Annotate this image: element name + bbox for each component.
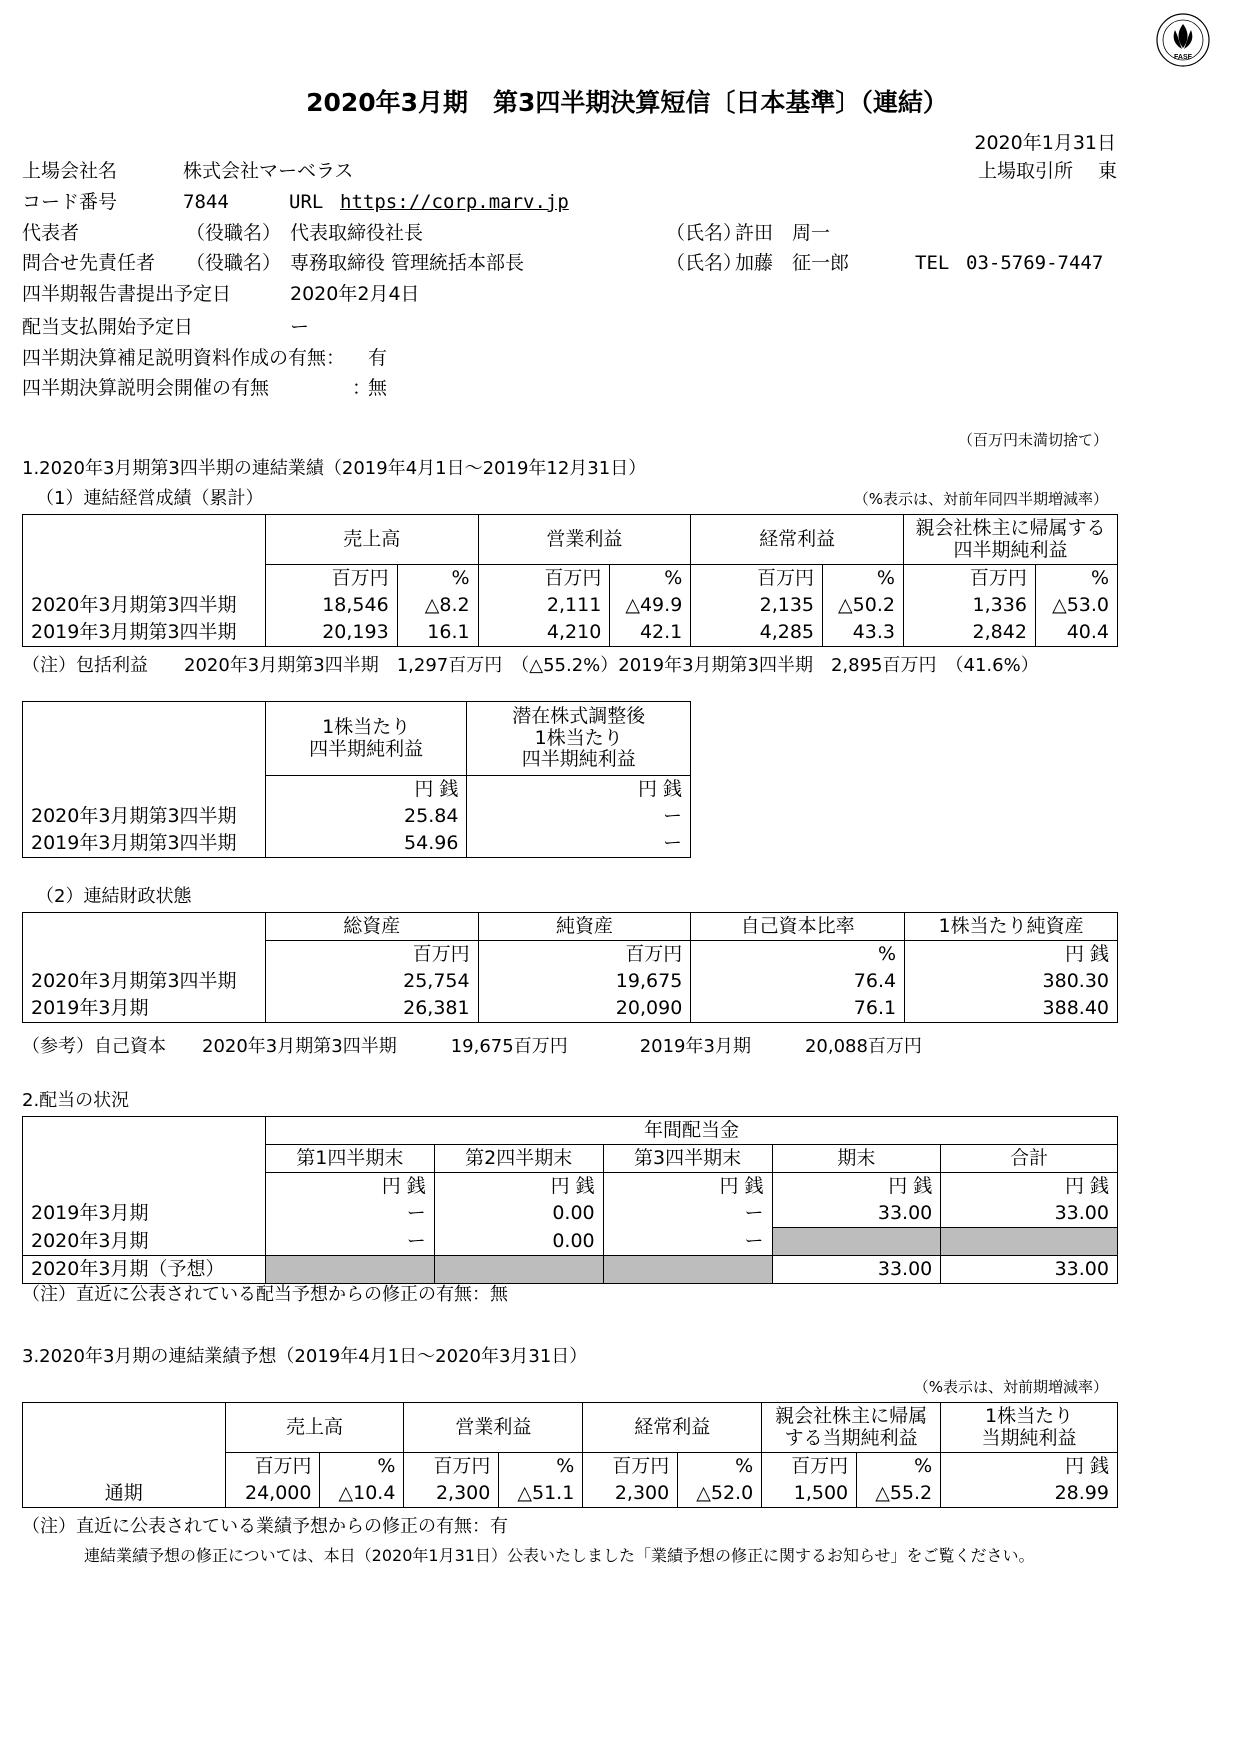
results-cell: 42.1 — [610, 619, 691, 647]
position-col: 総資産 — [265, 913, 478, 941]
forecast-col: 売上高 — [225, 1403, 404, 1453]
results-col-ordinary: 経常利益 — [691, 515, 904, 565]
position-col: 自己資本比率 — [691, 913, 905, 941]
results-unit-pct: % — [1035, 565, 1117, 593]
document-title: 2020年3月期 第3四半期決算短信〔日本基準〕（連結） — [306, 88, 948, 117]
position-row-label: 2020年3月期第3四半期 — [23, 968, 266, 995]
report-date-value: 2020年2月4日 — [290, 283, 420, 305]
eps-col-basic-line2: 四半期純利益 — [309, 737, 424, 760]
eps-col-basic — [265, 702, 467, 776]
forecast-unit: % — [857, 1453, 941, 1481]
forecast-unit: 百万円 — [225, 1453, 320, 1481]
forecast-revision-note: 連結業績予想の修正については、本日（2020年1月31日）公表いたしました「業績予想の修正に関するお知らせ」をご覧ください。 — [84, 1546, 1035, 1565]
dividend-cell-gray — [603, 1256, 772, 1284]
forecast-cell: 28.99 — [941, 1480, 1118, 1508]
dividend-col: 第1四半期末 — [265, 1145, 434, 1173]
results-cell: 2,111 — [478, 592, 610, 619]
forecast-row-label: 通期 — [23, 1480, 226, 1508]
dividend-row-label: 2019年3月期 — [23, 1200, 266, 1228]
dividend-cell: ー — [265, 1200, 434, 1228]
rep-title-label: （役職名） — [186, 222, 282, 244]
eps-row-label: 2020年3月期第3四半期 — [23, 803, 266, 830]
position-cell: 380.30 — [905, 968, 1118, 995]
eps-cell: ー — [467, 803, 691, 830]
equity-reference-note: （参考）自己資本 2020年3月期第3四半期 19,675百万円 2019年3月期 20,088百万円 — [22, 1036, 922, 1057]
dividend-cell: ー — [603, 1200, 772, 1228]
logo-text: FASF — [1174, 54, 1192, 61]
rep-label: 代表者 — [22, 222, 80, 244]
results-unit-million: 百万円 — [265, 565, 397, 593]
supplementary-value: 有 — [368, 347, 388, 369]
forecast-unit-blank — [23, 1453, 226, 1481]
results-cell: 16.1 — [397, 619, 478, 647]
forecast-unit: 百万円 — [762, 1453, 857, 1481]
dividend-note: （注）直近に公表されている配当予想からの修正の有無：無 — [22, 1284, 508, 1305]
report-date: 2020年1月31日 — [974, 132, 1116, 154]
dividend-unit: 円 銭 — [265, 1173, 434, 1201]
rep-name: 許田 周一 — [735, 222, 831, 244]
position-unit: 百万円 — [265, 941, 478, 969]
forecast-table — [22, 1402, 1118, 1508]
contact-label: 問合せ先責任者 — [22, 252, 156, 274]
company-name: 株式会社マーベラス — [183, 160, 354, 182]
dividend-col: 期末 — [772, 1145, 941, 1173]
position-cell: 76.1 — [691, 995, 905, 1023]
dividend-date-label: 配当支払開始予定日 — [22, 316, 194, 338]
dividend-col: 合計 — [941, 1145, 1118, 1173]
eps-unit: 円 銭 — [467, 776, 691, 804]
position-unit: 円 銭 — [905, 941, 1118, 969]
results-unit-pct: % — [397, 565, 478, 593]
meeting-label: 四半期決算説明会開催の有無 — [22, 377, 270, 399]
results-col-net — [903, 515, 1117, 565]
code-value: 7844 — [183, 191, 229, 213]
forecast-col: 営業利益 — [404, 1403, 583, 1453]
position-unit: % — [691, 941, 905, 969]
dividend-cell: 0.00 — [434, 1228, 603, 1256]
results-unit-million: 百万円 — [903, 565, 1035, 593]
results-col-net-line2: 四半期純利益 — [953, 538, 1068, 561]
report-date-label: 四半期報告書提出予定日 — [22, 283, 232, 305]
contact-name: 加藤 征一郎 — [735, 252, 850, 274]
exchange-value: 東 — [1098, 160, 1118, 182]
results-col-operating: 営業利益 — [478, 515, 691, 565]
results-col-sales: 売上高 — [265, 515, 478, 565]
section1-pct-note: （%表示は、対前年同四半期増減率） — [853, 490, 1108, 508]
eps-col-basic-line1: 1株当たり — [322, 715, 411, 738]
results-col-net-line1: 親会社株主に帰属する — [915, 516, 1106, 539]
dividend-unit-blank — [23, 1173, 266, 1201]
results-corner — [23, 515, 266, 565]
results-cell: △53.0 — [1035, 592, 1117, 619]
results-cell: △49.9 — [610, 592, 691, 619]
position-cell: 25,754 — [265, 968, 478, 995]
section2-title: 2.配当の状況 — [22, 1090, 130, 1111]
dividend-unit: 円 銭 — [941, 1173, 1118, 1201]
position-cell: 26,381 — [265, 995, 478, 1023]
results-unit-million: 百万円 — [478, 565, 610, 593]
results-cell: 43.3 — [823, 619, 904, 647]
results-cell: 18,546 — [265, 592, 397, 619]
forecast-col-net-line2: する当期純利益 — [784, 1426, 918, 1449]
dividend-corner-2 — [23, 1145, 266, 1173]
eps-col-diluted-line1: 潜在株式調整後 — [512, 704, 646, 727]
dividend-cell-gray — [941, 1228, 1118, 1256]
dividend-row-label: 2020年3月期（予想） — [23, 1256, 266, 1284]
forecast-col-eps-line2: 当期純利益 — [981, 1426, 1077, 1449]
section1-sub1: （1）連結経営成績（累計） — [36, 488, 264, 509]
rep-name-label: （氏名） — [666, 222, 743, 244]
contact-title-label: （役職名） — [186, 252, 282, 274]
position-cell: 388.40 — [905, 995, 1118, 1023]
dividend-col: 第2四半期末 — [434, 1145, 603, 1173]
dividend-col: 第3四半期末 — [603, 1145, 772, 1173]
forecast-cell: 24,000 — [225, 1480, 320, 1508]
forecast-cell: 2,300 — [583, 1480, 678, 1508]
position-corner — [23, 913, 266, 941]
dividend-cell-gray — [434, 1256, 603, 1284]
eps-cell: 25.84 — [265, 803, 467, 830]
rounding-note: （百万円未満切捨て） — [957, 431, 1108, 449]
dividend-unit: 円 銭 — [434, 1173, 603, 1201]
dividend-cell: 33.00 — [772, 1200, 941, 1228]
dividend-row-label: 2020年3月期 — [23, 1228, 266, 1256]
results-row-label: 2019年3月期第3四半期 — [23, 619, 266, 647]
meeting-value: 無 — [368, 377, 388, 399]
code-label: コード番号 — [22, 191, 118, 213]
dividend-cell: 33.00 — [772, 1256, 941, 1284]
eps-col-diluted-line2: 1株当たり — [534, 726, 623, 749]
contact-title: 専務取締役 管理統括本部長 — [290, 252, 525, 274]
forecast-unit: 円 銭 — [941, 1453, 1118, 1481]
rep-title: 代表取締役社長 — [290, 222, 424, 244]
dividend-date-value: ー — [290, 316, 310, 338]
forecast-unit: % — [678, 1453, 762, 1481]
eps-unit: 円 銭 — [265, 776, 467, 804]
forecast-corner — [23, 1403, 226, 1453]
section3-pct-note: （%表示は、対前期増減率） — [913, 1378, 1108, 1396]
forecast-cell: 2,300 — [404, 1480, 499, 1508]
forecast-unit: 百万円 — [404, 1453, 499, 1481]
dividend-cell: 0.00 — [434, 1200, 603, 1228]
position-col: 純資産 — [478, 913, 691, 941]
results-cell: △8.2 — [397, 592, 478, 619]
results-cell: 1,336 — [903, 592, 1035, 619]
dividend-cell: ー — [603, 1228, 772, 1256]
eps-row-label: 2019年3月期第3四半期 — [23, 830, 266, 858]
results-cell: 2,842 — [903, 619, 1035, 647]
forecast-col-net-line1: 親会社株主に帰属 — [775, 1404, 928, 1427]
results-row-label: 2020年3月期第3四半期 — [23, 592, 266, 619]
results-cell: 20,193 — [265, 619, 397, 647]
exchange-label: 上場取引所 — [978, 160, 1074, 182]
position-unit-blank — [23, 941, 266, 969]
tel-label: TEL — [915, 252, 950, 274]
results-cell: 2,135 — [691, 592, 823, 619]
financial-position-table — [22, 912, 1118, 1023]
meeting-colon: ： — [352, 377, 372, 399]
tel-value: 03-5769-7447 — [966, 252, 1104, 274]
forecast-col-eps — [941, 1403, 1118, 1453]
company-label: 上場会社名 — [22, 160, 118, 182]
results-unit-blank — [23, 565, 266, 593]
comprehensive-income-note: （注）包括利益 2020年3月期第3四半期 1,297百万円 （△55.2%）2019年3月期第3四半期 2,895百万円 （41.6%） — [22, 655, 1039, 676]
fasf-logo — [1155, 12, 1211, 68]
section3-title: 3.2020年3月期の連結業績予想（2019年4月1日～2020年3月31日） — [22, 1346, 588, 1367]
eps-corner — [23, 702, 266, 776]
forecast-cell: △55.2 — [857, 1480, 941, 1508]
forecast-unit: % — [499, 1453, 583, 1481]
eps-cell: ー — [467, 830, 691, 858]
url-label: URL — [289, 191, 324, 213]
forecast-col: 経常利益 — [583, 1403, 762, 1453]
dividend-corner — [23, 1117, 266, 1145]
dividend-cell: ー — [265, 1228, 434, 1256]
contact-name-label: （氏名） — [666, 252, 743, 274]
company-url-link[interactable]: https://corp.marv.jp — [340, 191, 569, 213]
forecast-note: （注）直近に公表されている業績予想からの修正の有無：有 — [22, 1516, 508, 1537]
eps-cell: 54.96 — [265, 830, 467, 858]
position-unit: 百万円 — [478, 941, 691, 969]
results-unit-pct: % — [823, 565, 904, 593]
dividend-table — [22, 1116, 1118, 1284]
dividend-annual-label: 年間配当金 — [265, 1117, 1117, 1145]
dividend-cell: 33.00 — [941, 1256, 1118, 1284]
forecast-unit: % — [320, 1453, 404, 1481]
forecast-col-eps-line1: 1株当たり — [985, 1404, 1074, 1427]
dividend-cell-gray — [265, 1256, 434, 1284]
forecast-cell: 1,500 — [762, 1480, 857, 1508]
dividend-unit: 円 銭 — [603, 1173, 772, 1201]
section1-sub2: （2）連結財政状態 — [36, 886, 192, 907]
results-unit-million: 百万円 — [691, 565, 823, 593]
results-cell: 4,285 — [691, 619, 823, 647]
position-row-label: 2019年3月期 — [23, 995, 266, 1023]
eps-col-diluted — [467, 702, 691, 776]
eps-col-diluted-line3: 四半期純利益 — [521, 748, 636, 771]
results-unit-pct: % — [610, 565, 691, 593]
results-cell: 40.4 — [1035, 619, 1117, 647]
dividend-unit: 円 銭 — [772, 1173, 941, 1201]
position-col: 1株当たり純資産 — [905, 913, 1118, 941]
forecast-cell: △10.4 — [320, 1480, 404, 1508]
supplementary-label: 四半期決算補足説明資料作成の有無： — [22, 347, 346, 369]
forecast-cell: △52.0 — [678, 1480, 762, 1508]
dividend-cell-gray — [772, 1228, 941, 1256]
section1-title: 1.2020年3月期第3四半期の連結業績（2019年4月1日～2019年12月31日） — [22, 458, 647, 479]
position-cell: 76.4 — [691, 968, 905, 995]
results-cell: △50.2 — [823, 592, 904, 619]
forecast-unit: 百万円 — [583, 1453, 678, 1481]
results-cell: 4,210 — [478, 619, 610, 647]
eps-unit-blank — [23, 776, 266, 804]
forecast-col-net — [762, 1403, 941, 1453]
forecast-cell: △51.1 — [499, 1480, 583, 1508]
dividend-cell: 33.00 — [941, 1200, 1118, 1228]
results-table — [22, 514, 1118, 647]
eps-table — [22, 701, 691, 858]
position-cell: 20,090 — [478, 995, 691, 1023]
position-cell: 19,675 — [478, 968, 691, 995]
